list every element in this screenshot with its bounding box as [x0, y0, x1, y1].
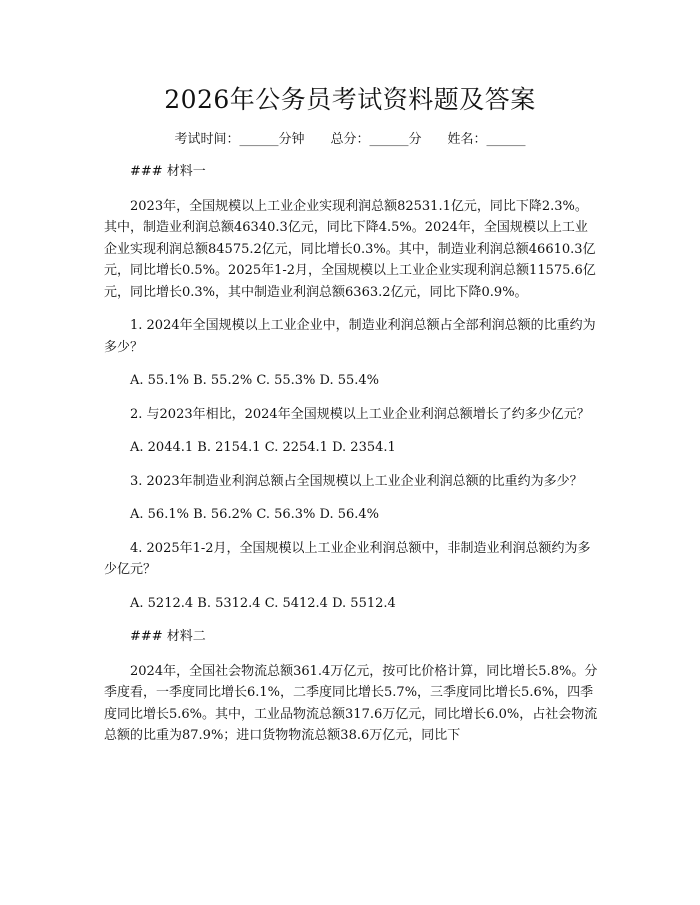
question-text: 2. 与2023年相比，2024年全国规模以上工业企业利润总额增长了约多少亿元？	[130, 406, 590, 422]
material-paragraph: 2024年，全国社会物流总额361.4万亿元，按可比价格计算，同比增长5.8%。分季度看，一季度同比增长6.1%，二季度同比增长5.7%，三季度同比增长5.6%，四季度同比增长5.6%。其中，工业品物流总额317.6万亿元，同比增长6.0%，占社会物流总额的比重为87.9%；进口货物物流总额38.6万亿元，同比下	[104, 663, 598, 743]
page-title: 2026年公务员考试资料题及答案	[164, 85, 536, 114]
question-text: 3. 2023年制造业利润总额占全国规模以上工业企业利润总额的比重约为多少？	[130, 473, 583, 489]
document-body	[104, 161, 600, 747]
name-label: 姓名：______	[447, 132, 526, 147]
exam-meta	[0, 130, 700, 150]
question-options: A. 5212.4 B. 5312.4 C. 5412.4 D. 5512.4	[130, 595, 396, 611]
question-text: 4. 2025年1-2月，全国规模以上工业企业利润总额中，非制造业利润总额约为多少亿元？	[104, 540, 591, 577]
question-text: 1. 2024年全国规模以上工业企业中，制造业利润总额占全部利润总额的比重约为多少？	[104, 318, 596, 355]
question-options: A. 56.1% B. 56.2% C. 56.3% D. 56.4%	[130, 507, 380, 522]
total-score-label: 总分：______分	[330, 132, 422, 147]
question-options: A. 55.1% B. 55.2% C. 55.3% D. 55.4%	[130, 373, 380, 388]
material-paragraph: 2023年，全国规模以上工业企业实现利润总额82531.1亿元，同比下降2.3%。其中，制造业利润总额46340.3亿元，同比下降4.5%。2024年，全国规模以上工业企业实现利润总额84575.2亿元，同比增长0.3%。其中，制造业利润总额46610.3亿元，同比增长0.5%。2025年1-2月，全国规模以上工业企业实现利润总额11575.6亿元，同比增长0.3%，其中制造业利润总额6363.2亿元，同比下降0.9%。	[104, 198, 596, 300]
section-heading: ### 材料一	[130, 164, 206, 179]
section-heading: ### 材料二	[130, 629, 206, 644]
exam-time-label: 考试时间：______分钟	[174, 132, 305, 147]
question-options: A. 2044.1 B. 2154.1 C. 2254.1 D. 2354.1	[130, 440, 396, 455]
